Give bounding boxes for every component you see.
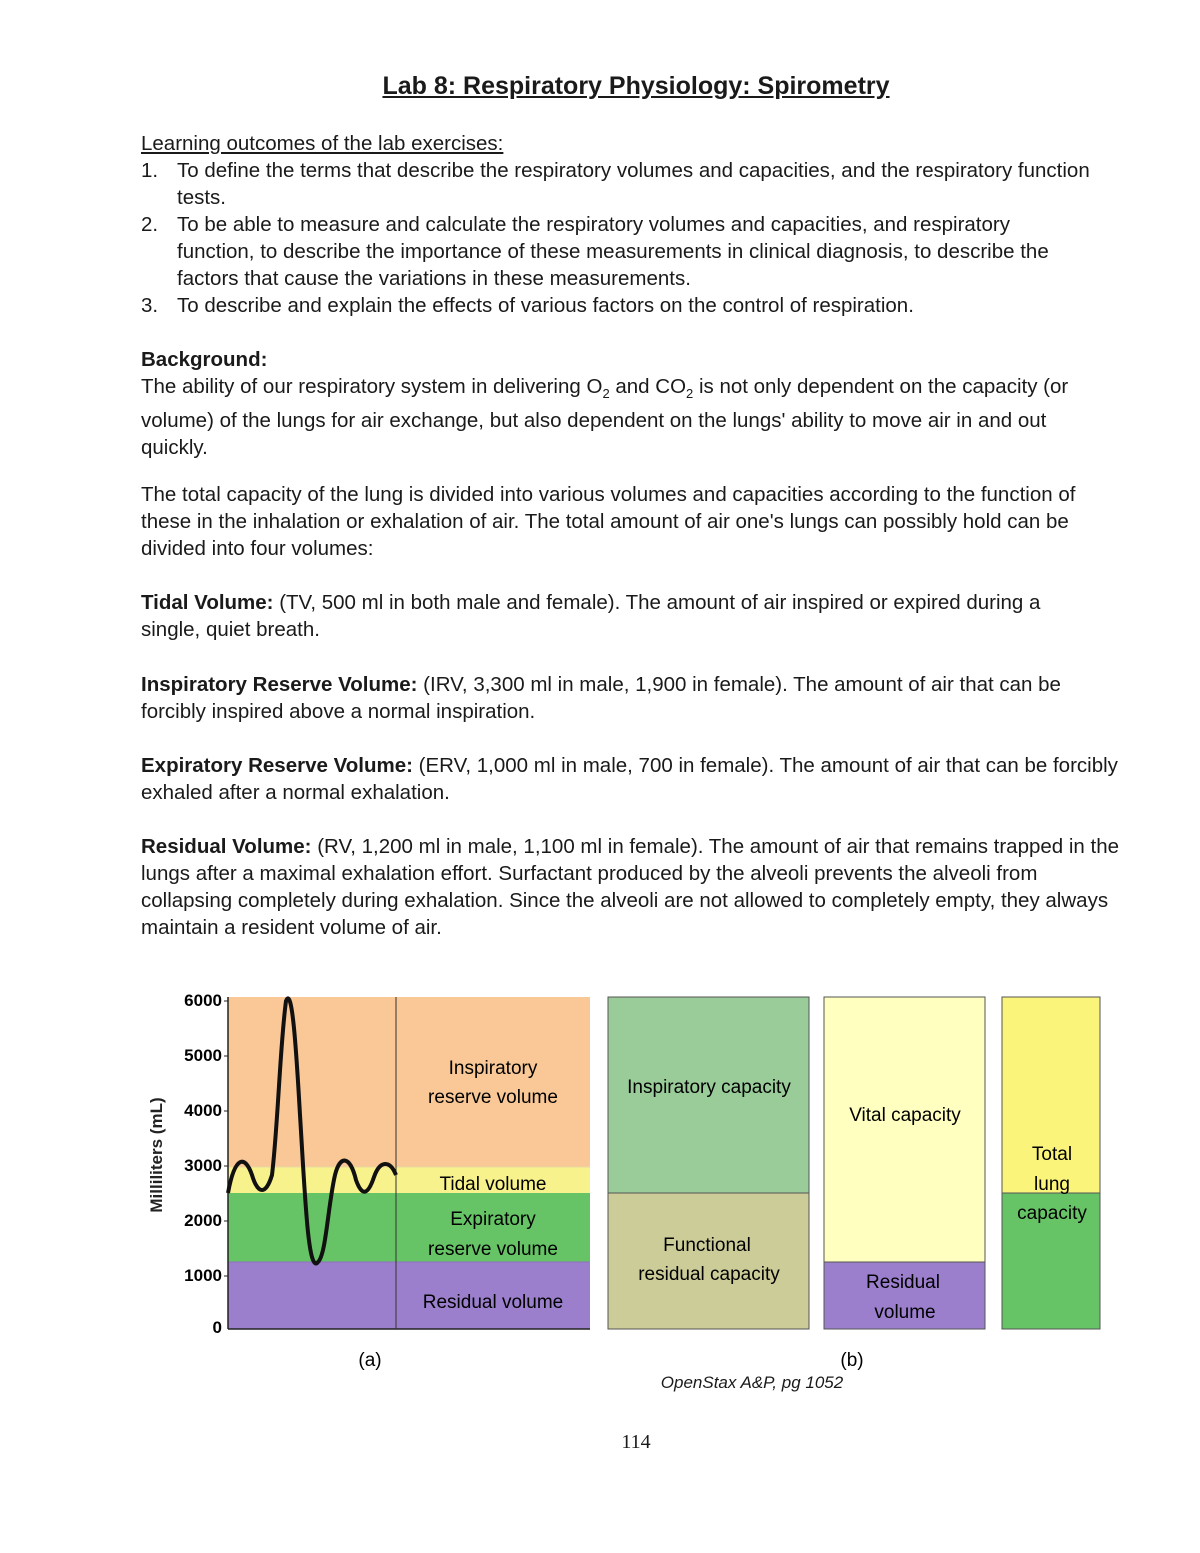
figure-caption: OpenStax A&P, pg 1052: [660, 1373, 844, 1392]
definition-tidal-volume: Tidal Volume: (TV, 500 ml in both male and female). The amount of air inspired or expired during a single, quiet breath.: [141, 591, 1041, 641]
y-tick-label: 6000: [184, 991, 222, 1010]
y-tick-label: 5000: [184, 1046, 222, 1065]
frc-label: residual capacity: [638, 1264, 780, 1285]
definition-inspiratory-reserve-volume: Inspiratory Reserve Volume: (IRV, 3,300 ml in male, 1,900 in female). The amount of air that can be forcibly inspired above a normal inspiration.: [141, 673, 1061, 723]
vital-capacity-box: [824, 997, 985, 1262]
tlc-label: lung: [1034, 1174, 1070, 1195]
page-title: Lab 8: Respiratory Physiology: Spirometry: [382, 72, 890, 100]
outcome-text: To be able to measure and calculate the respiratory volumes and capacities, and respiratory function, to describe the importance of these measurements in clinical diagnosis, to describe the factors that cause the variations in these measurements.: [177, 213, 1049, 290]
background-paragraph-1: The ability of our respiratory system in delivering $O_2$ and $CO_2$ is not only dependent on the capacity (or volume) of the lungs for air exchange, but also dependent on the lungs' ability to move air in and out quickly.: [141, 375, 1069, 460]
outcome-text: To define the terms that describe the respiratory volumes and capacities, and the respiratory function tests.: [177, 159, 1090, 209]
y-tick-label: 1000: [184, 1266, 222, 1285]
outcome-item: [141, 292, 1101, 319]
y-tick-label: 3000: [184, 1156, 222, 1175]
tlc-label: capacity: [1017, 1203, 1087, 1224]
tidal-label: Tidal volume: [439, 1174, 547, 1195]
residual-label: Residual volume: [422, 1292, 564, 1313]
outcome-number: 2.: [141, 213, 159, 236]
definition-residual-volume: Residual Volume: (RV, 1,200 ml in male, 1,100 ml in female). The amount of air that remains trapped in the lungs after a maximal exhalation effort. Surfactant produced by the alveoli prevents the alveoli from collapsing completely during exhalation. Since the alveoli are not allowed to completely empty, they always maintain a resident volume of air.: [141, 835, 1120, 939]
outcome-item: [141, 157, 1101, 211]
frc-box: [608, 1193, 809, 1329]
erv-label: reserve volume: [428, 1239, 558, 1260]
inspiratory-capacity-label: Inspiratory capacity: [627, 1077, 791, 1098]
panel-a-label: (a): [358, 1350, 382, 1371]
background-heading: Background:: [141, 348, 268, 371]
y-tick-label: 2000: [184, 1211, 222, 1230]
panel-b-label: (b): [840, 1350, 864, 1371]
residual-box-label: Residual: [866, 1272, 940, 1293]
residual-box-label: volume: [874, 1302, 936, 1323]
definition-expiratory-reserve-volume: Expiratory Reserve Volume: (ERV, 1,000 ml in male, 700 in female). The amount of air that can be forcibly exhaled after a normal exhalation.: [141, 754, 1118, 804]
irv-label: reserve volume: [428, 1087, 558, 1108]
lung-volumes-figure: [140, 985, 1120, 1390]
tlc-label: Total: [1031, 1144, 1073, 1165]
outcome-number: 1.: [141, 159, 159, 182]
y-tick-label: 4000: [184, 1101, 222, 1120]
page-number: 114: [621, 1431, 651, 1453]
outcome-item: [141, 211, 1101, 292]
outcome-number: 3.: [141, 294, 159, 317]
vital-capacity-label: Vital capacity: [849, 1105, 961, 1126]
y-tick-label: 0: [212, 1318, 222, 1337]
frc-label: Functional: [663, 1235, 751, 1256]
outcome-text: To describe and explain the effects of various factors on the control of respiration.: [177, 294, 914, 317]
outcomes-heading: Learning outcomes of the lab exercises:: [141, 132, 504, 155]
erv-label: Expiratory: [450, 1209, 536, 1230]
y-axis-label: Milliliters (mL): [147, 1097, 166, 1213]
background-paragraph-2: The total capacity of the lung is divided into various volumes and capacities according to the function of these in the inhalation or exhalation of air. The total amount of air one's lungs can possibly hold can be divided into four volumes:: [141, 483, 1076, 560]
irv-label: Inspiratory: [448, 1058, 538, 1079]
